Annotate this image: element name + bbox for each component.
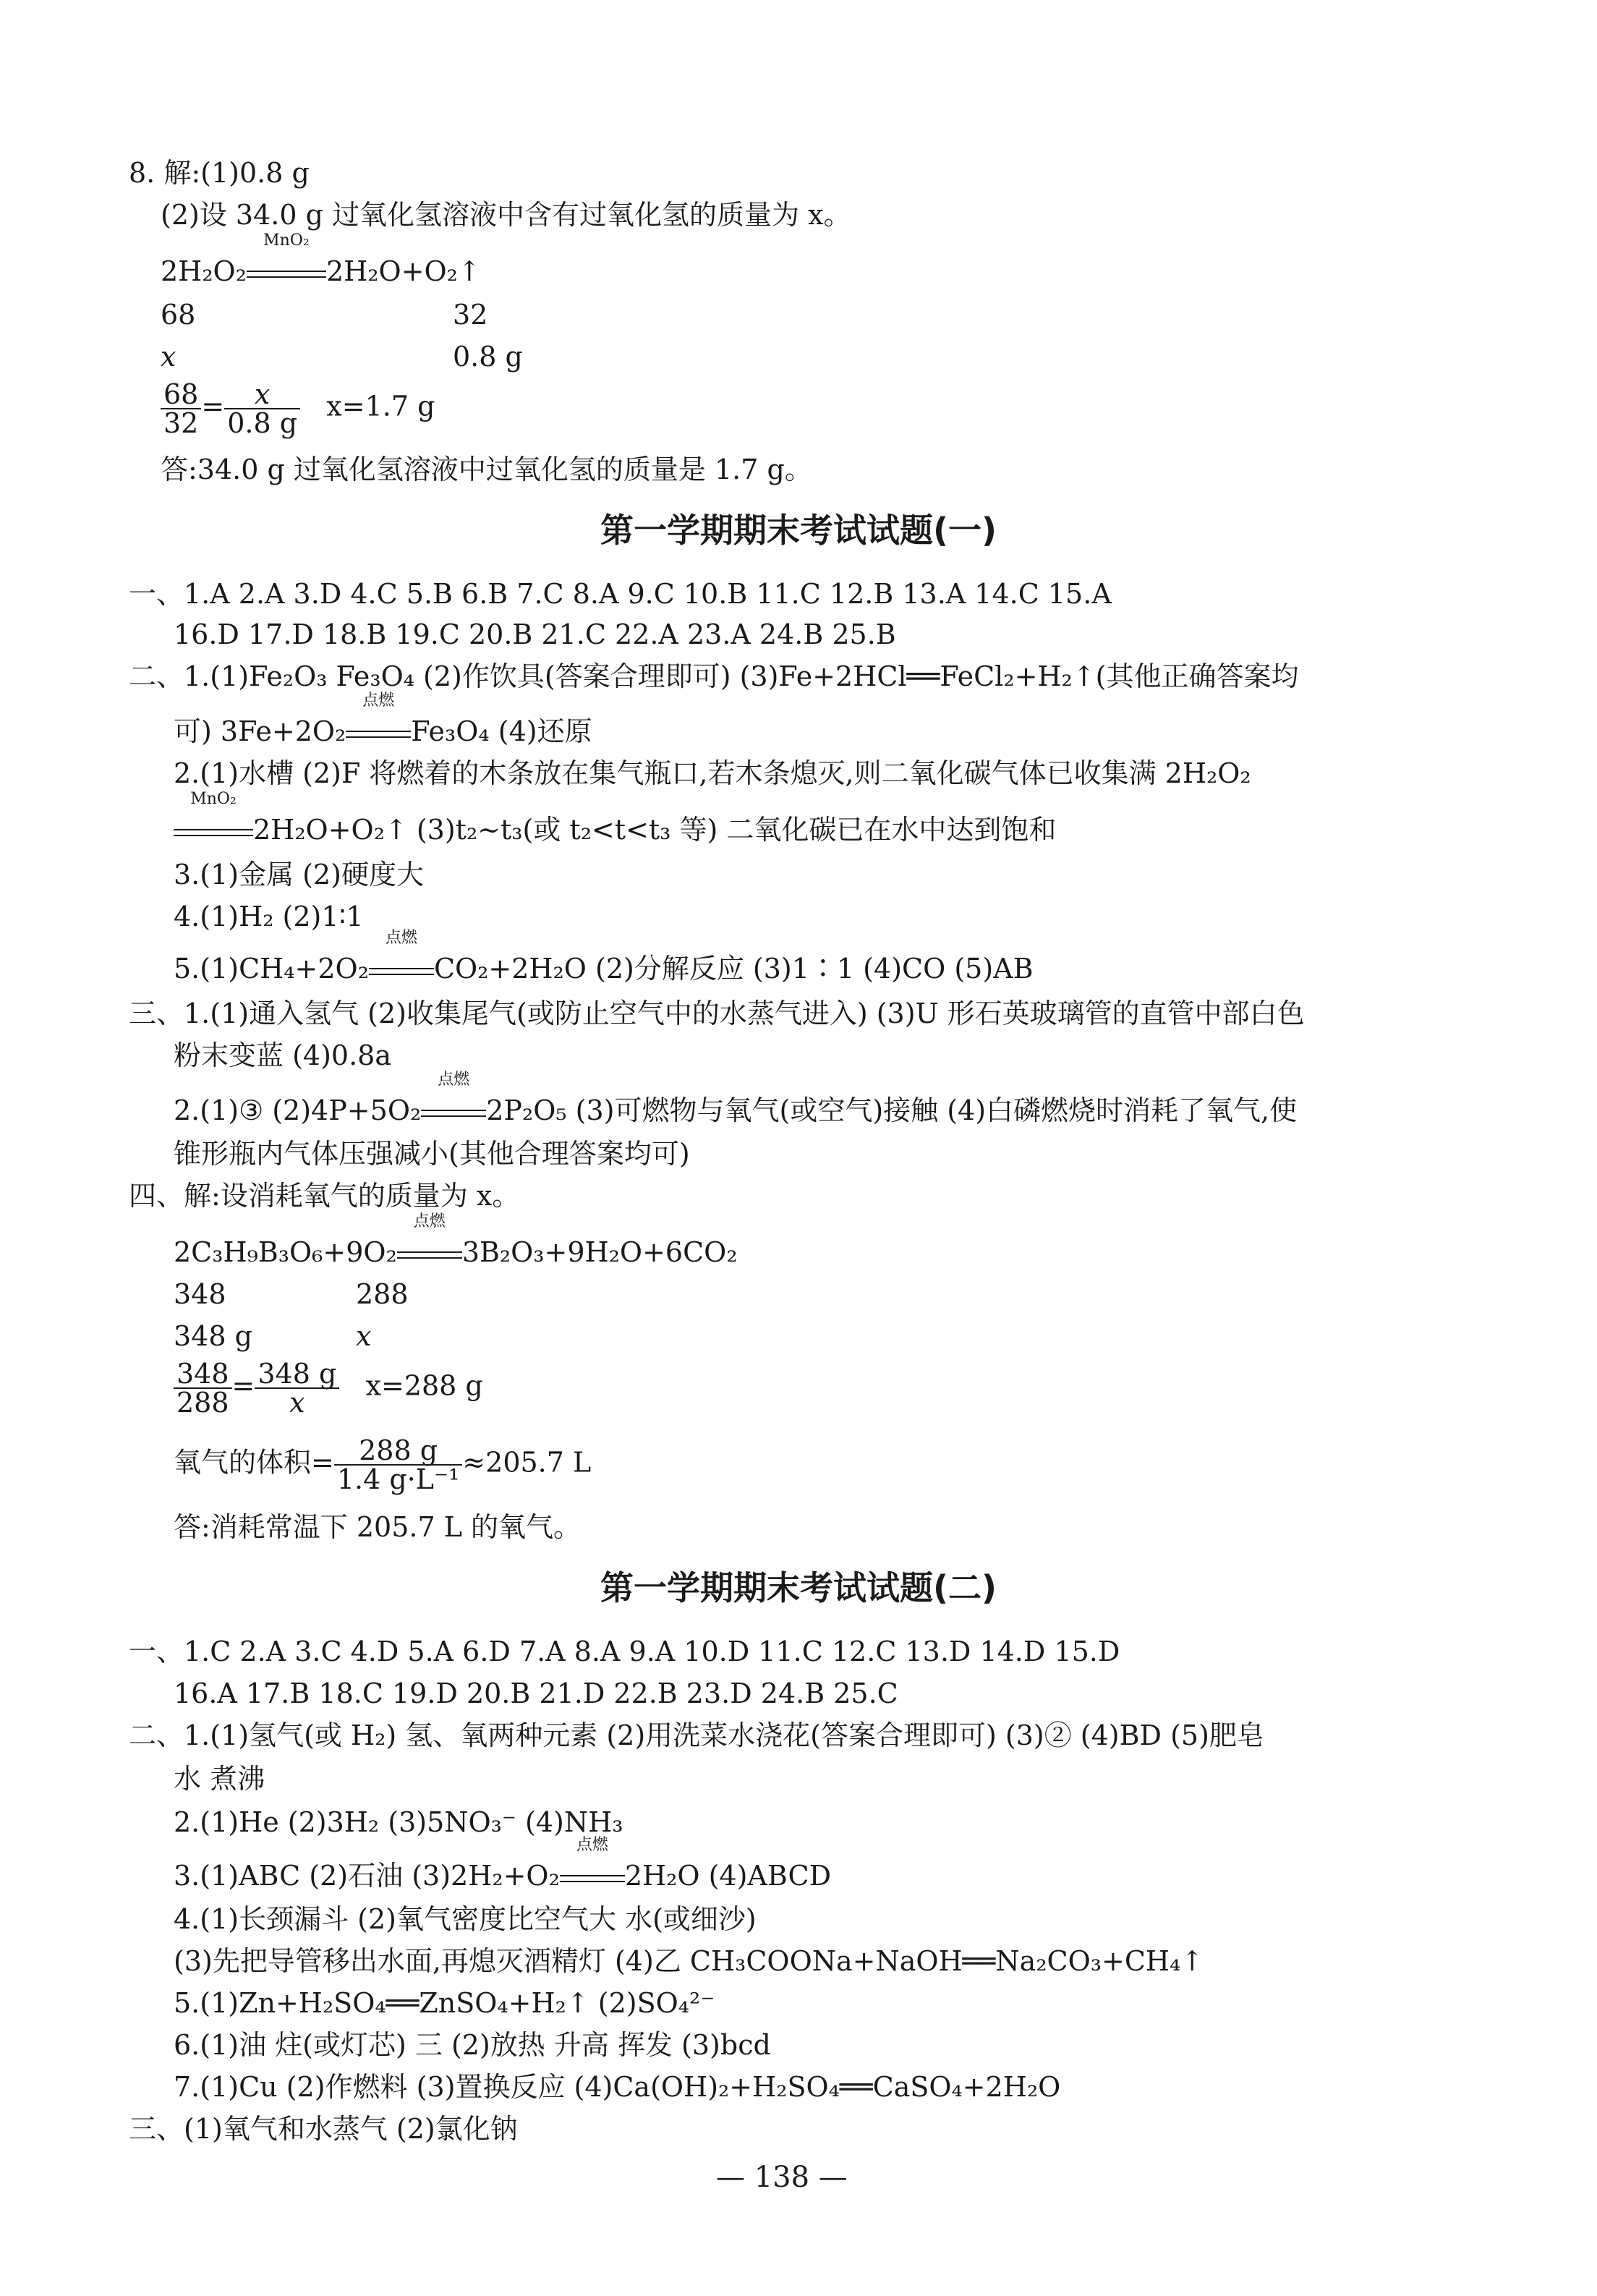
sec8-proportion: $\frac{68}{32}$ = $\frac{x}{0.8 g}$ x=1.7 g <box>161 380 435 437</box>
eq-lhs: 2H₂O₂ <box>161 255 247 287</box>
exam1-q2-1b: 可) 3Fe+2O₂ 点燃 Fe₃O₄ (4)还原 <box>174 692 592 747</box>
eq-condition: 点燃 <box>560 1862 625 1889</box>
exam1-q3-1b: 粉末变蓝 (4)0.8a <box>174 1039 391 1071</box>
sec8-equation <box>161 231 481 287</box>
sec8-line2: (2)设 34.0 g 过氧化氢溶液中含有过氧化氢的质量为 x。 <box>161 199 851 231</box>
fraction: $\frac{68}{32}$ <box>161 380 201 437</box>
exam1-q4-answer: 答:消耗常温下 205.7 L 的氧气。 <box>174 1511 582 1543</box>
exam2-q2-3: 3.(1)ABC (2)石油 (3)2H₂+O₂ 点燃 2H₂O (4)ABCD <box>174 1836 832 1892</box>
exam1-q4-proportion: $\frac{348}{288}$ = $\frac{348 g}{x}$ x=288 g <box>174 1360 483 1416</box>
eq-condition: 点燃 <box>397 1238 462 1266</box>
exam1-q4-mass-b1: 288 <box>356 1278 409 1310</box>
exam2-q2-1b: 水 煮沸 <box>174 1763 265 1795</box>
exam2-q2-7: 7.(1)Cu (2)作燃料 (3)置换反应 (4)Ca(OH)₂+H₂SO₄══CaSO₄+2H₂O <box>174 2071 1061 2103</box>
exam1-mc-line2: 16.D 17.D 18.B 19.C 20.B 21.C 22.A 23.A 24.B 25.B <box>174 618 896 650</box>
exam1-q2-1a: 二、1.(1)Fe₂O₃ Fe₃O₄ (2)作饮具(答案合理即可) (3)Fe+2HCl══FeCl₂+H₂↑(其他正确答案均 <box>129 660 1299 692</box>
sec8-mass-b2: 0.8 g <box>453 341 523 373</box>
exam1-q2-2b: MnO₂ 2H₂O+O₂↑ (3)t₂~t₃(或 t₂<t<t₃ 等) 二氧化碳已在水中达到饱和 <box>174 816 1056 843</box>
exam1-q2-4: 4.(1)H₂ (2)1∶1 <box>174 901 364 932</box>
exam1-q2-2a: 2.(1)水槽 (2)F 将燃着的木条放在集气瓶口,若木条熄灭,则二氧化碳气体已收集满 2H₂O₂ <box>174 757 1251 789</box>
exam1-q4-mass-a1: 348 <box>174 1278 226 1310</box>
exam1-q4-mass-a2: 348 g <box>174 1320 252 1352</box>
exam2-mc-line2: 16.A 17.B 18.C 19.D 20.B 21.D 22.B 23.D 24.B 25.C <box>174 1678 898 1709</box>
eq-rhs: 2H₂O+O₂↑ <box>325 255 481 287</box>
sec8-answer: 答:34.0 g 过氧化氢溶液中过氧化氢的质量是 1.7 g。 <box>161 454 812 485</box>
page-number: — 138 — <box>716 2161 848 2194</box>
exam2-q3: 三、(1)氧气和水蒸气 (2)氯化钠 <box>129 2113 518 2145</box>
fraction: $\frac{348 g}{x}$ <box>255 1360 339 1416</box>
sec8-mass-b1: 32 <box>453 299 488 331</box>
result: x=1.7 g <box>326 390 435 422</box>
fraction: $\frac{348}{288}$ <box>174 1360 232 1416</box>
exam2-q2-2: 2.(1)He (2)3H₂ (3)5NO₃⁻ (4)NH₃ <box>174 1806 623 1838</box>
exam2-mc-line1: 一、1.C 2.A 3.C 4.D 5.A 6.D 7.A 8.A 9.A 10.D 11.C 12.C 13.D 14.D 15.D <box>129 1636 1120 1667</box>
fraction: $\frac{x}{0.8 g}$ <box>224 380 300 437</box>
exam2-q2-4a: 4.(1)长颈漏斗 (2)氧气密度比空气大 水(或细沙) <box>174 1903 757 1935</box>
sec8-mass-a1: 68 <box>161 299 196 331</box>
eq-condition: 点燃 <box>346 718 411 745</box>
sec8-mass-a2: x <box>161 341 176 373</box>
exam1-q2-5: 5.(1)CH₄+2O₂ 点燃 CO₂+2H₂O (2)分解反应 (3)1∶1 (4)CO (5)AB <box>174 929 1034 985</box>
eq-condition: 点燃 <box>369 955 434 982</box>
exam2-q2-1a: 二、1.(1)氢气(或 H₂) 氢、氧两种元素 (2)用洗菜水浇花(答案合理即可) (3)② (4)BD (5)肥皂 <box>129 1719 1264 1751</box>
exam1-q4-head: 四、解:设消耗氧气的质量为 x。 <box>129 1180 520 1212</box>
fraction: $\frac{288 g}{\text{1.4 g·L⁻¹}}$ <box>334 1437 462 1493</box>
eq-condition: MnO₂ <box>174 816 253 843</box>
exam2-q2-5: 5.(1)Zn+H₂SO₄══ZnSO₄+H₂↑ (2)SO₄²⁻ <box>174 1987 715 2019</box>
exam2-q2-4b: (3)先把导管移出水面,再熄灭酒精灯 (4)乙 CH₃COONa+NaOH══Na₂CO₃+CH₄↑ <box>174 1945 1204 1977</box>
exam1-q3-2a: 2.(1)③ (2)4P+5O₂ 点燃 2P₂O₅ (3)可燃物与氧气(或空气)接触 (4)白磷燃烧时消耗了氧气,使 <box>174 1071 1298 1126</box>
sec8-line1: 8. 解:(1)0.8 g <box>129 157 310 189</box>
exam1-q4-equation: 2C₃H₉B₃O₆+9O₂ 点燃 3B₂O₃+9H₂O+6CO₂ <box>174 1212 738 1268</box>
exam1-q2-3: 3.(1)金属 (2)硬度大 <box>174 859 424 890</box>
exam1-q3-1a: 三、1.(1)通入氢气 (2)收集尾气(或防止空气中的水蒸气进入) (3)U 形石英玻璃管的直管中部白色 <box>129 998 1305 1029</box>
exam1-mc-line1: 一、1.A 2.A 3.D 4.C 5.B 6.B 7.C 8.A 9.C 10.B 11.C 12.B 13.A 14.C 15.A <box>129 578 1112 610</box>
exam1-title: 第一学期期末考试试题(一) <box>600 511 997 550</box>
exam1-q4-mass-b2: x <box>356 1320 372 1352</box>
exam2-title: 第一学期期末考试试题(二) <box>600 1568 997 1607</box>
exam2-q2-6: 6.(1)油 炷(或灯芯) 三 (2)放热 升高 挥发 (3)bcd <box>174 2029 771 2061</box>
exam1-q3-2b: 锥形瓶内气体压强减小(其他合理答案均可) <box>174 1138 690 1170</box>
eq-condition: MnO₂ <box>247 258 326 285</box>
exam1-q4-volume: 氧气的体积= $\frac{288 g}{\text{1.4 g·L⁻¹}}$ ≈205.7 L <box>174 1434 592 1495</box>
eq-condition: 点燃 <box>421 1097 486 1124</box>
